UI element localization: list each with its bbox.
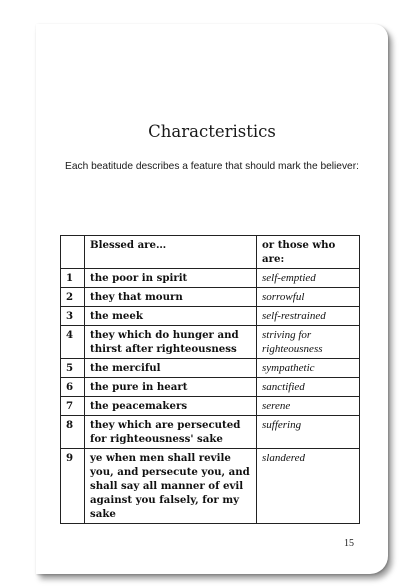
table-header-row (61, 236, 360, 269)
row-quality: suffering (257, 416, 360, 449)
row-quality: sanctified (257, 378, 360, 397)
row-quality: self-restrained (257, 307, 360, 326)
row-blessed: they which are persecuted for righteousness' sake (85, 416, 257, 449)
row-quality: self-emptied (257, 269, 360, 288)
row-number: 2 (61, 288, 85, 307)
table-row (61, 397, 360, 416)
table-row (61, 416, 360, 449)
row-blessed: the poor in spirit (85, 269, 257, 288)
table-row (61, 359, 360, 378)
row-blessed: the peacemakers (85, 397, 257, 416)
table-row (61, 326, 360, 359)
page-number: 15 (344, 538, 354, 549)
beatitudes-table (60, 235, 360, 524)
row-number: 4 (61, 326, 85, 359)
row-quality: striving for righteousness (257, 326, 360, 359)
header-quality: or those who are: (257, 236, 360, 269)
table-row (61, 288, 360, 307)
table-row (61, 307, 360, 326)
row-number: 7 (61, 397, 85, 416)
row-blessed: the merciful (85, 359, 257, 378)
row-blessed: the meek (85, 307, 257, 326)
row-number: 9 (61, 449, 85, 524)
row-quality: sorrowful (257, 288, 360, 307)
row-quality: sympathetic (257, 359, 360, 378)
row-blessed: they which do hunger and thirst after righteousness (85, 326, 257, 359)
row-blessed: they that mourn (85, 288, 257, 307)
row-number: 5 (61, 359, 85, 378)
row-quality: serene (257, 397, 360, 416)
row-number: 3 (61, 307, 85, 326)
row-number: 8 (61, 416, 85, 449)
intro-text: Each beatitude describes a feature that should mark the believer: (65, 161, 359, 172)
row-blessed: the pure in heart (85, 378, 257, 397)
table-row (61, 269, 360, 288)
header-blessed: Blessed are… (85, 236, 257, 269)
row-number: 6 (61, 378, 85, 397)
page-heading: Characteristics (148, 122, 276, 141)
row-number: 1 (61, 269, 85, 288)
table-row (61, 449, 360, 524)
header-number (61, 236, 85, 269)
table-row (61, 378, 360, 397)
row-blessed: ye when men shall revile you, and persecute you, and shall say all manner of evil against you falsely, for my sake (85, 449, 257, 524)
row-quality: slandered (257, 449, 360, 524)
